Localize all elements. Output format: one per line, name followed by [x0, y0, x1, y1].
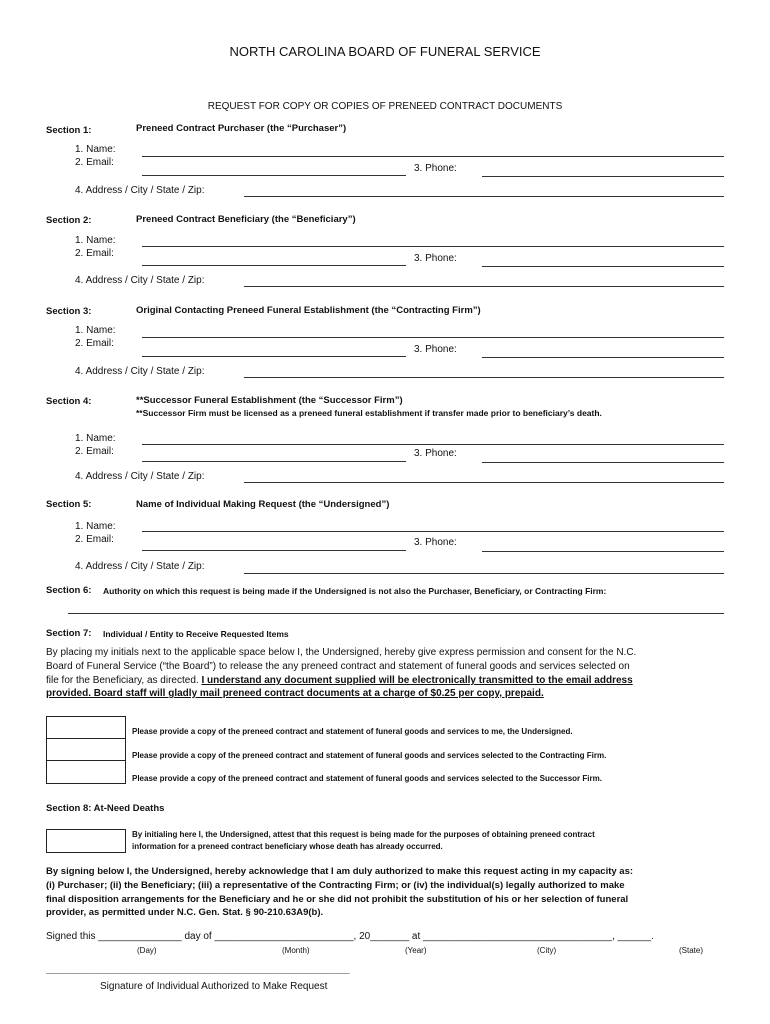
authority-field[interactable]	[68, 613, 724, 614]
purchaser-email-label: 2. Email:	[75, 157, 114, 168]
successor-firm-address-label: 4. Address / City / State / Zip:	[75, 471, 205, 482]
contracting-firm-email-label: 2. Email:	[75, 338, 114, 349]
section-8-line-1: By initialing here I, the Undersigned, attest that this request is being made for the purposes of obtaining preneed contract	[132, 830, 595, 839]
purchaser-phone-field[interactable]	[482, 176, 724, 177]
section-7-label: Section 7:	[46, 628, 92, 639]
month-caption: (Month)	[282, 946, 310, 955]
consent-line-3	[46, 675, 633, 686]
contracting-firm-address-field[interactable]	[244, 377, 724, 378]
signature-label: Signature of Individual Authorized to Make Request	[100, 981, 328, 992]
contracting-firm-phone-label: 3. Phone:	[414, 344, 457, 355]
ack-line-3: final disposition arrangements for the Beneficiary and he or she did not prohibit the substitution of his or her selection of funeral	[46, 894, 629, 905]
undersigned-phone-field[interactable]	[482, 551, 724, 552]
section-8-title: Section 8: At-Need Deaths	[46, 803, 165, 814]
form-subtitle: REQUEST FOR COPY OR COPIES OF PRENEED CONTRACT DOCUMENTS	[207, 101, 563, 112]
beneficiary-address-label: 4. Address / City / State / Zip:	[75, 275, 205, 286]
initials-box-contracting-firm[interactable]	[46, 738, 126, 762]
successor-firm-name-label: 1. Name:	[75, 433, 116, 444]
contracting-firm-phone-field[interactable]	[482, 357, 724, 358]
successor-firm-email-field[interactable]	[142, 461, 406, 462]
section-1-title: Preneed Contract Purchaser (the “Purchaser”)	[136, 123, 347, 134]
purchaser-address-label: 4. Address / City / State / Zip:	[75, 185, 205, 196]
initials-box-undersigned[interactable]	[46, 716, 126, 740]
contracting-firm-name-field[interactable]	[142, 337, 724, 338]
city-caption: (City)	[537, 946, 557, 955]
section-4-note: **Successor Firm must be licensed as a preneed funeral establishment if transfer made prior to beneficiary’s death.	[136, 408, 602, 418]
consent-line-1: By placing my initials next to the applicable space below I, the Undersigned, hereby give express permission and consent for the N.C.	[46, 647, 637, 658]
section-2-label: Section 2:	[46, 215, 92, 226]
successor-firm-email-label: 2. Email:	[75, 446, 114, 457]
beneficiary-address-field[interactable]	[244, 286, 724, 287]
undersigned-address-label: 4. Address / City / State / Zip:	[75, 561, 205, 572]
section-4-label: Section 4:	[46, 396, 92, 407]
undersigned-name-label: 1. Name:	[75, 521, 116, 532]
purchaser-name-label: 1. Name:	[75, 144, 116, 155]
beneficiary-phone-label: 3. Phone:	[414, 253, 457, 264]
consent-line-4: provided. Board staff will gladly mail preneed contract documents at a charge of $0.25 per copy, prepaid.	[46, 688, 544, 699]
option-undersigned: Please provide a copy of the preneed contract and statement of funeral goods and services to me, the Undersigned.	[132, 727, 573, 736]
section-3-label: Section 3:	[46, 306, 92, 317]
consent-line-3-bold: I understand any document supplied will be electronically transmitted to the email address	[201, 675, 633, 686]
section-4-title: **Successor Funeral Establishment (the “Successor Firm”)	[136, 395, 403, 406]
day-caption: (Day)	[137, 946, 157, 955]
signed-this-line[interactable]: Signed this _______________ day of _________________________, 20_______ at __________________________________, ______.	[46, 931, 654, 942]
purchaser-name-field[interactable]	[142, 156, 724, 157]
section-3-title: Original Contacting Preneed Funeral Establishment (the “Contracting Firm”)	[136, 305, 481, 316]
consent-line-2: Board of Funeral Service (“the Board”) to release the any preneed contract and statement of funeral goods and services selected on	[46, 661, 630, 672]
contracting-firm-name-label: 1. Name:	[75, 325, 116, 336]
ack-line-2: (i) Purchaser; (ii) the Beneficiary; (iii) a representative of the Contracting Firm; or (iv) the individual(s) legally authorized to make	[46, 880, 625, 891]
option-successor-firm: Please provide a copy of the preneed contract and statement of funeral goods and services selected to the Successor Firm.	[132, 774, 602, 783]
state-caption: (State)	[679, 946, 704, 955]
section-7-title: Individual / Entity to Receive Requested Items	[103, 629, 289, 639]
purchaser-address-field[interactable]	[244, 196, 724, 197]
undersigned-email-label: 2. Email:	[75, 534, 114, 545]
contracting-firm-address-label: 4. Address / City / State / Zip:	[75, 366, 205, 377]
undersigned-address-field[interactable]	[244, 573, 724, 574]
purchaser-phone-label: 3. Phone:	[414, 163, 457, 174]
beneficiary-email-field[interactable]	[142, 265, 406, 266]
option-contracting-firm: Please provide a copy of the preneed contract and statement of funeral goods and services selected to the Contracting Firm.	[132, 751, 607, 760]
section-1-label: Section 1:	[46, 125, 92, 136]
beneficiary-email-label: 2. Email:	[75, 248, 114, 259]
signature-line[interactable]: ______________________________________________________________________________	[46, 967, 350, 974]
initials-box-successor-firm[interactable]	[46, 760, 126, 784]
page-title: NORTH CAROLINA BOARD OF FUNERAL SERVICE	[229, 44, 541, 59]
undersigned-phone-label: 3. Phone:	[414, 537, 457, 548]
contracting-firm-email-field[interactable]	[142, 356, 406, 357]
section-2-title: Preneed Contract Beneficiary (the “Beneficiary”)	[136, 214, 356, 225]
beneficiary-name-field[interactable]	[142, 246, 724, 247]
beneficiary-phone-field[interactable]	[482, 266, 724, 267]
successor-firm-phone-label: 3. Phone:	[414, 448, 457, 459]
section-5-label: Section 5:	[46, 499, 92, 510]
ack-line-1: By signing below I, the Undersigned, hereby acknowledge that I am duly authorized to make this request acting in my capacity as:	[46, 866, 634, 877]
year-caption: (Year)	[405, 946, 427, 955]
ack-line-4: provider, as permitted under N.C. Gen. Stat. § 90-210.63A9(b).	[46, 907, 324, 918]
beneficiary-name-label: 1. Name:	[75, 235, 116, 246]
section-8-line-2: information for a preneed contract beneficiary whose death has already occurred.	[132, 842, 443, 851]
undersigned-name-field[interactable]	[142, 531, 724, 532]
initials-box-at-need[interactable]	[46, 829, 126, 853]
undersigned-email-field[interactable]	[142, 550, 406, 551]
successor-firm-phone-field[interactable]	[482, 462, 724, 463]
purchaser-email-field[interactable]	[142, 175, 406, 176]
consent-line-3-plain: file for the Beneficiary, as directed.	[46, 675, 202, 686]
successor-firm-name-field[interactable]	[142, 444, 724, 445]
successor-firm-address-field[interactable]	[244, 482, 724, 483]
section-6-label: Section 6:	[46, 585, 92, 596]
section-6-title: Authority on which this request is being made if the Undersigned is not also the Purchaser, Beneficiary, or Contracting Firm:	[103, 586, 607, 596]
section-5-title: Name of Individual Making Request (the “Undersigned”)	[136, 499, 390, 510]
